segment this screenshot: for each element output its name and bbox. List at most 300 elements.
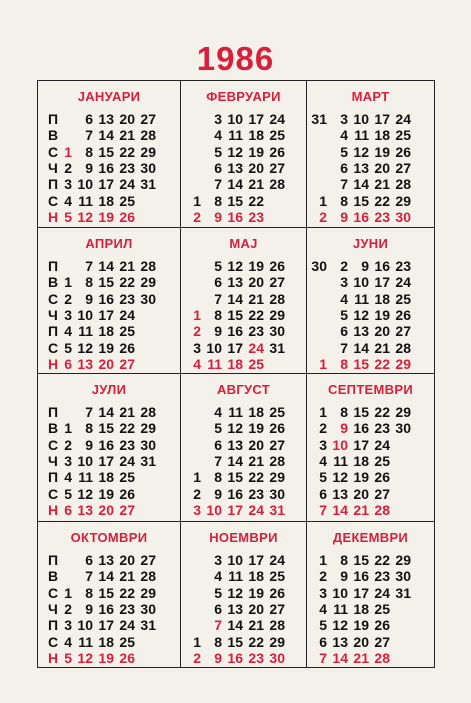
date-number: 16 (227, 323, 243, 340)
date-number: 5 (319, 469, 327, 486)
month-days (307, 258, 434, 372)
date-number: 3 (64, 617, 72, 634)
weekday-letter: Н (48, 355, 59, 372)
date-number: 2 (64, 290, 72, 307)
date-number: 16 (98, 601, 114, 618)
month-block (181, 81, 307, 228)
date-number: 18 (353, 601, 369, 618)
date-number: 21 (248, 453, 264, 470)
week-row (48, 650, 180, 666)
date-number: 23 (374, 568, 390, 585)
date-number: 30 (311, 258, 327, 275)
week-row (48, 453, 180, 469)
week-row (48, 585, 180, 601)
date-number: 20 (353, 633, 369, 650)
date-number: 26 (119, 485, 135, 502)
date-number: 7 (85, 404, 93, 421)
week-row (185, 291, 306, 307)
weekday-letter: С (48, 436, 59, 453)
date-number: 22 (248, 307, 264, 324)
date-number: 1 (193, 633, 201, 650)
weekday-letter: П (48, 552, 59, 569)
date-number: 4 (193, 355, 201, 372)
week-row (185, 307, 306, 323)
date-number: 21 (119, 127, 135, 144)
date-number: 18 (248, 404, 264, 421)
date-number: 13 (227, 160, 243, 177)
date-number: 5 (214, 258, 222, 275)
weekday-letter: С (48, 143, 59, 160)
date-number: 12 (77, 208, 93, 225)
month-name: ДЕКЕМВРИ (332, 530, 409, 545)
week-row (311, 453, 434, 469)
week-row (311, 192, 434, 208)
date-number: 26 (269, 420, 285, 437)
date-number: 13 (77, 355, 93, 372)
date-number: 25 (374, 601, 390, 618)
date-number: 30 (269, 485, 285, 502)
week-row (311, 502, 434, 518)
month-block (307, 81, 434, 228)
date-number: 4 (64, 192, 72, 209)
weekday-letter: П (48, 176, 59, 193)
week-row (311, 176, 434, 192)
date-number: 13 (332, 485, 348, 502)
date-number: 22 (119, 420, 135, 437)
date-number: 10 (227, 111, 243, 128)
date-number: 24 (269, 552, 285, 569)
date-number: 20 (119, 111, 135, 128)
month-name: АПРИЛ (85, 236, 133, 251)
date-number: 18 (98, 633, 114, 650)
date-number: 26 (119, 339, 135, 356)
week-row (48, 339, 180, 355)
week-row (311, 356, 434, 372)
date-number: 21 (374, 339, 390, 356)
week-row (48, 601, 180, 617)
date-number: 25 (269, 127, 285, 144)
date-number: 2 (193, 208, 201, 225)
weekday-letter: В (48, 420, 59, 437)
date-number: 11 (354, 290, 369, 307)
date-number: 6 (319, 485, 327, 502)
date-number: 30 (395, 208, 411, 225)
date-number: 16 (98, 160, 114, 177)
date-number: 6 (340, 323, 348, 340)
date-number: 6 (85, 111, 93, 128)
date-number: 21 (353, 501, 369, 518)
weekday-letter: П (48, 111, 59, 128)
month-days (181, 552, 306, 666)
date-number: 30 (140, 436, 156, 453)
week-row (48, 291, 180, 307)
date-number: 17 (353, 436, 369, 453)
date-number: 6 (214, 601, 222, 618)
date-number: 24 (248, 501, 264, 518)
week-row (185, 617, 306, 633)
week-row (311, 111, 434, 127)
date-number: 23 (374, 208, 390, 225)
month-block (307, 522, 434, 667)
date-number: 2 (340, 258, 348, 275)
weekday-letter: С (48, 584, 59, 601)
month-block (38, 228, 181, 374)
date-number: 30 (395, 420, 411, 437)
date-number: 12 (77, 339, 93, 356)
month-days (307, 111, 434, 225)
month-name: ЈАНУАРИ (77, 89, 141, 104)
date-number: 2 (193, 323, 201, 340)
weekday-letter: Н (48, 208, 59, 225)
week-row (185, 111, 306, 127)
date-number: 12 (77, 649, 93, 666)
date-number: 23 (248, 208, 264, 225)
date-number: 8 (214, 192, 222, 209)
date-number: 6 (214, 436, 222, 453)
date-number: 19 (248, 420, 264, 437)
weekday-letter: С (48, 339, 59, 356)
week-row (185, 339, 306, 355)
date-number: 11 (228, 568, 243, 585)
month-days (307, 552, 434, 666)
weekday-letter: С (48, 633, 59, 650)
date-number: 25 (119, 323, 135, 340)
date-number: 28 (140, 568, 156, 585)
date-number: 4 (340, 127, 348, 144)
date-number: 10 (77, 176, 93, 193)
date-number: 27 (374, 633, 390, 650)
date-number: 16 (353, 420, 369, 437)
date-number: 30 (140, 290, 156, 307)
week-row (185, 192, 306, 208)
date-number: 9 (340, 208, 348, 225)
date-number: 1 (319, 192, 327, 209)
date-number: 29 (269, 633, 285, 650)
date-number: 9 (85, 436, 93, 453)
date-number: 19 (374, 307, 390, 324)
month-name: МАРТ (351, 89, 390, 104)
week-row (311, 568, 434, 584)
month-name: МАЈ (229, 236, 258, 251)
date-number: 26 (269, 258, 285, 275)
month-block (307, 228, 434, 374)
week-row (48, 192, 180, 208)
date-number: 24 (374, 584, 390, 601)
date-number: 6 (64, 355, 72, 372)
date-number: 13 (353, 323, 369, 340)
date-number: 25 (119, 633, 135, 650)
date-number: 8 (85, 584, 93, 601)
week-row (185, 160, 306, 176)
week-row (48, 160, 180, 176)
week-row (48, 420, 180, 436)
date-number: 11 (78, 633, 93, 650)
weekday-letter: Ч (48, 160, 58, 177)
date-number: 5 (64, 649, 72, 666)
date-number: 16 (353, 568, 369, 585)
month-days (181, 258, 306, 372)
week-row (311, 209, 434, 225)
date-number: 26 (269, 584, 285, 601)
week-row (311, 601, 434, 617)
weekday-letter: Ч (48, 601, 58, 618)
date-number: 9 (85, 601, 93, 618)
date-number: 15 (98, 274, 114, 291)
date-number: 25 (395, 290, 411, 307)
weekday-letter: П (48, 258, 59, 275)
month-block (307, 374, 434, 522)
week-row (311, 552, 434, 568)
date-number: 9 (214, 323, 222, 340)
date-number: 15 (353, 192, 369, 209)
date-number: 23 (248, 649, 264, 666)
date-number: 7 (85, 568, 93, 585)
date-number: 11 (333, 601, 348, 618)
month-days (38, 552, 180, 666)
date-number: 2 (193, 485, 201, 502)
date-number: 4 (64, 633, 72, 650)
month-days (38, 111, 180, 225)
date-number: 22 (248, 469, 264, 486)
month-name: ЈУНИ (352, 236, 389, 251)
date-number: 6 (340, 160, 348, 177)
date-number: 14 (98, 127, 114, 144)
date-number: 25 (269, 404, 285, 421)
date-number: 2 (319, 568, 327, 585)
week-row (311, 485, 434, 501)
date-number: 25 (395, 127, 411, 144)
date-number: 10 (227, 552, 243, 569)
date-number: 21 (353, 649, 369, 666)
week-row (185, 274, 306, 290)
date-number: 21 (119, 258, 135, 275)
date-number: 31 (140, 617, 156, 634)
date-number: 28 (395, 176, 411, 193)
date-number: 18 (98, 192, 114, 209)
week-row (311, 404, 434, 420)
week-row (185, 404, 306, 420)
date-number: 27 (269, 601, 285, 618)
month-days (181, 111, 306, 225)
date-number: 5 (319, 617, 327, 634)
week-row (48, 209, 180, 225)
date-number: 7 (85, 258, 93, 275)
week-row (311, 307, 434, 323)
date-number: 13 (77, 501, 93, 518)
date-number: 13 (98, 552, 114, 569)
week-row (185, 568, 306, 584)
month-block (38, 374, 181, 522)
date-number: 5 (340, 143, 348, 160)
week-row (185, 485, 306, 501)
date-number: 9 (340, 420, 348, 437)
date-number: 30 (395, 568, 411, 585)
month-block (181, 374, 307, 522)
date-number: 16 (98, 436, 114, 453)
date-number: 7 (319, 501, 327, 518)
date-number: 21 (248, 617, 264, 634)
week-row (48, 323, 180, 339)
date-number: 5 (214, 584, 222, 601)
date-number: 12 (332, 469, 348, 486)
week-row (185, 453, 306, 469)
date-number: 29 (140, 584, 156, 601)
date-number: 30 (140, 160, 156, 177)
date-number: 27 (269, 160, 285, 177)
date-number: 26 (374, 617, 390, 634)
date-number: 15 (353, 552, 369, 569)
date-number: 12 (353, 307, 369, 324)
date-number: 18 (353, 453, 369, 470)
date-number: 24 (248, 339, 264, 356)
date-number: 17 (227, 339, 243, 356)
week-row (48, 485, 180, 501)
week-row (311, 144, 434, 160)
date-number: 22 (374, 552, 390, 569)
month-days (307, 404, 434, 518)
date-number: 3 (214, 111, 222, 128)
week-row (311, 127, 434, 143)
date-number: 6 (85, 552, 93, 569)
date-number: 20 (374, 160, 390, 177)
date-number: 8 (340, 404, 348, 421)
date-number: 14 (98, 258, 114, 275)
date-number: 28 (269, 617, 285, 634)
date-number: 28 (395, 339, 411, 356)
date-number: 13 (98, 111, 114, 128)
date-number: 22 (248, 192, 264, 209)
week-row (311, 585, 434, 601)
date-number: 19 (98, 485, 114, 502)
date-number: 17 (227, 501, 243, 518)
date-number: 14 (227, 290, 243, 307)
month-name: ФЕВРУАРИ (206, 89, 281, 104)
weekday-letter: С (48, 290, 59, 307)
week-row (185, 502, 306, 518)
calendar-year: 1986 (196, 40, 275, 77)
date-number: 31 (269, 501, 285, 518)
date-number: 23 (374, 420, 390, 437)
date-number: 15 (227, 633, 243, 650)
date-number: 2 (64, 436, 72, 453)
date-number: 24 (119, 176, 135, 193)
months-grid (37, 80, 435, 668)
week-row (48, 144, 180, 160)
date-number: 7 (85, 127, 93, 144)
date-number: 8 (214, 633, 222, 650)
date-number: 17 (98, 307, 114, 324)
date-number: 4 (319, 453, 327, 470)
date-number: 9 (85, 160, 93, 177)
date-number: 19 (248, 143, 264, 160)
week-row (48, 502, 180, 518)
date-number: 29 (269, 469, 285, 486)
week-row (185, 650, 306, 666)
date-number: 17 (248, 552, 264, 569)
date-number: 26 (395, 307, 411, 324)
date-number: 5 (214, 143, 222, 160)
weekday-letter: Н (48, 649, 59, 666)
week-row (185, 420, 306, 436)
date-number: 3 (193, 339, 201, 356)
date-number: 20 (248, 160, 264, 177)
week-row (48, 568, 180, 584)
date-number: 4 (64, 323, 72, 340)
date-number: 18 (248, 568, 264, 585)
date-number: 4 (214, 568, 222, 585)
date-number: 21 (248, 176, 264, 193)
date-number: 10 (77, 307, 93, 324)
date-number: 1 (64, 584, 72, 601)
date-number: 12 (332, 617, 348, 634)
week-row (311, 323, 434, 339)
date-number: 28 (140, 404, 156, 421)
date-number: 7 (319, 649, 327, 666)
date-number: 15 (98, 420, 114, 437)
date-number: 7 (340, 176, 348, 193)
date-number: 31 (269, 339, 285, 356)
date-number: 14 (98, 568, 114, 585)
date-number: 13 (353, 160, 369, 177)
date-number: 24 (395, 111, 411, 128)
month-name: НОЕМВРИ (209, 530, 278, 545)
date-number: 28 (140, 258, 156, 275)
date-number: 10 (332, 584, 348, 601)
date-number: 17 (374, 111, 390, 128)
date-number: 28 (269, 290, 285, 307)
date-number: 26 (374, 469, 390, 486)
date-number: 23 (248, 323, 264, 340)
date-number: 10 (332, 436, 348, 453)
date-number: 3 (64, 176, 72, 193)
weekday-letter: С (48, 485, 59, 502)
date-number: 8 (85, 143, 93, 160)
month-name: ЈУЛИ (91, 382, 127, 397)
date-number: 15 (98, 584, 114, 601)
date-number: 8 (85, 420, 93, 437)
week-row (185, 437, 306, 453)
date-number: 31 (140, 453, 156, 470)
date-number: 25 (119, 192, 135, 209)
date-number: 1 (319, 404, 327, 421)
weekday-letter: Н (48, 501, 59, 518)
date-number: 13 (227, 436, 243, 453)
date-number: 13 (227, 601, 243, 618)
date-number: 4 (319, 601, 327, 618)
date-number: 7 (214, 453, 222, 470)
date-number: 5 (214, 420, 222, 437)
date-number: 9 (340, 568, 348, 585)
date-number: 14 (353, 176, 369, 193)
date-number: 14 (332, 649, 348, 666)
date-number: 4 (214, 404, 222, 421)
week-row (185, 601, 306, 617)
date-number: 14 (332, 501, 348, 518)
date-number: 19 (374, 143, 390, 160)
date-number: 10 (206, 339, 222, 356)
date-number: 24 (119, 617, 135, 634)
date-number: 13 (332, 633, 348, 650)
date-number: 27 (140, 111, 156, 128)
date-number: 11 (78, 192, 93, 209)
date-number: 9 (361, 258, 369, 275)
weekday-letter: В (48, 568, 59, 585)
date-number: 12 (227, 584, 243, 601)
week-row (311, 617, 434, 633)
date-number: 2 (319, 420, 327, 437)
date-number: 3 (64, 453, 72, 470)
date-number: 23 (119, 436, 135, 453)
